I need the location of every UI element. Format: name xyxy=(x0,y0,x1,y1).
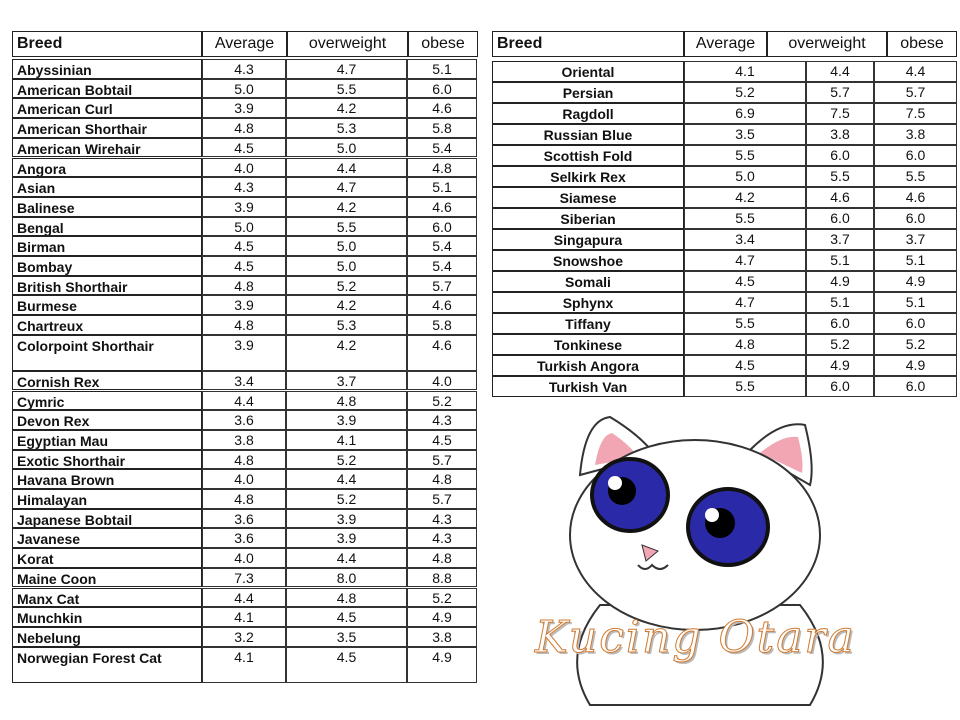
cell-obese: 4.6 xyxy=(407,197,477,217)
cell-average: 3.9 xyxy=(202,197,286,217)
cell-average: 4.5 xyxy=(202,138,286,158)
cell-average: 3.4 xyxy=(202,371,286,391)
table-row xyxy=(12,430,477,450)
cell-breed: Tiffany xyxy=(492,313,684,334)
cell-overweight: 4.1 xyxy=(286,430,407,450)
table-row xyxy=(492,187,957,208)
cell-obese: 5.2 xyxy=(407,588,477,608)
cell-average: 4.8 xyxy=(202,489,286,509)
cell-obese: 5.2 xyxy=(874,334,957,355)
cell-overweight: 5.5 xyxy=(286,79,407,99)
cell-breed: Russian Blue xyxy=(492,124,684,145)
cell-obese: 5.8 xyxy=(407,315,477,335)
cell-average: 3.5 xyxy=(684,124,806,145)
table-row xyxy=(12,295,477,315)
cell-breed: Chartreux xyxy=(12,315,202,335)
cell-obese: 5.4 xyxy=(407,256,477,276)
cell-obese: 4.6 xyxy=(874,187,957,208)
cell-average: 4.0 xyxy=(202,469,286,489)
table-row xyxy=(12,217,477,237)
cell-breed: Maine Coon xyxy=(12,568,202,588)
cell-overweight: 6.0 xyxy=(806,313,874,334)
cell-average: 4.4 xyxy=(202,391,286,411)
cell-obese: 3.8 xyxy=(874,124,957,145)
cell-average: 4.7 xyxy=(684,292,806,313)
cell-average: 3.2 xyxy=(202,627,286,647)
cell-average: 4.8 xyxy=(202,315,286,335)
cell-overweight: 4.9 xyxy=(806,271,874,292)
cell-obese: 5.5 xyxy=(874,166,957,187)
table-row xyxy=(492,229,957,250)
cell-breed: American Shorthair xyxy=(12,118,202,138)
cell-obese: 4.8 xyxy=(407,548,477,568)
cell-average: 4.1 xyxy=(684,61,806,82)
cell-overweight: 5.1 xyxy=(806,250,874,271)
cell-breed: Ragdoll xyxy=(492,103,684,124)
cell-average: 4.0 xyxy=(202,158,286,178)
cell-average: 4.8 xyxy=(684,334,806,355)
cell-average: 4.5 xyxy=(202,236,286,256)
table-row xyxy=(12,197,477,217)
cell-obese: 5.2 xyxy=(407,391,477,411)
cell-breed: Korat xyxy=(12,548,202,568)
watermark: Kucing Otara xyxy=(535,612,856,663)
cell-breed: Japanese Bobtail xyxy=(12,509,202,529)
cell-breed: Turkish Angora xyxy=(492,355,684,376)
cell-average: 4.0 xyxy=(202,548,286,568)
cell-overweight: 4.9 xyxy=(806,355,874,376)
cell-overweight: 3.5 xyxy=(286,627,407,647)
table-row xyxy=(12,489,477,509)
cell-breed: Bombay xyxy=(12,256,202,276)
cell-overweight: 4.4 xyxy=(286,548,407,568)
cell-obese: 4.5 xyxy=(407,430,477,450)
cell-breed: Nebelung xyxy=(12,627,202,647)
table-row xyxy=(12,59,477,79)
cell-overweight: 5.7 xyxy=(806,82,874,103)
cell-overweight: 6.0 xyxy=(806,376,874,397)
cell-breed: Abyssinian xyxy=(12,59,202,79)
table-row xyxy=(12,138,477,158)
cell-obese: 5.1 xyxy=(407,59,477,79)
cell-overweight: 5.1 xyxy=(806,292,874,313)
table-row xyxy=(492,103,957,124)
header-obese: obese xyxy=(408,31,478,57)
cell-overweight: 5.2 xyxy=(286,489,407,509)
cell-breed: Scottish Fold xyxy=(492,145,684,166)
cell-average: 4.1 xyxy=(202,607,286,627)
cell-obese: 4.4 xyxy=(874,61,957,82)
cell-average: 5.5 xyxy=(684,208,806,229)
cell-average: 5.0 xyxy=(684,166,806,187)
cell-average: 4.2 xyxy=(684,187,806,208)
cell-breed: Munchkin xyxy=(12,607,202,627)
table-row xyxy=(492,292,957,313)
cell-breed: Sphynx xyxy=(492,292,684,313)
cell-overweight: 4.4 xyxy=(286,469,407,489)
cell-average: 4.8 xyxy=(202,276,286,296)
table-row xyxy=(12,528,477,548)
table-row xyxy=(12,158,477,178)
cell-breed: American Curl xyxy=(12,98,202,118)
cell-breed: Birman xyxy=(12,236,202,256)
cell-obese: 5.7 xyxy=(874,82,957,103)
cell-overweight: 4.4 xyxy=(286,158,407,178)
cell-breed: Burmese xyxy=(12,295,202,315)
cell-average: 4.5 xyxy=(202,256,286,276)
table-row xyxy=(12,410,477,430)
cell-overweight: 4.5 xyxy=(286,607,407,627)
cell-breed: British Shorthair xyxy=(12,276,202,296)
cell-obese: 6.0 xyxy=(874,376,957,397)
cell-obese: 7.5 xyxy=(874,103,957,124)
cell-average: 4.5 xyxy=(684,271,806,292)
table-row xyxy=(12,236,477,256)
table-row xyxy=(12,118,477,138)
table-row xyxy=(492,166,957,187)
cell-obese: 4.9 xyxy=(407,607,477,627)
cell-overweight: 4.2 xyxy=(286,197,407,217)
cell-obese: 5.7 xyxy=(407,450,477,470)
cell-breed: Norwegian Forest Cat xyxy=(12,647,202,683)
table-row xyxy=(12,98,477,118)
cell-average: 5.5 xyxy=(684,145,806,166)
header-obese: obese xyxy=(887,31,957,57)
cell-breed: Cymric xyxy=(12,391,202,411)
cell-obese: 5.8 xyxy=(407,118,477,138)
cell-breed: Siamese xyxy=(492,187,684,208)
header-overweight: overweight xyxy=(767,31,887,57)
table-row xyxy=(492,145,957,166)
table-row xyxy=(12,177,477,197)
cell-obese: 8.8 xyxy=(407,568,477,588)
cell-breed: Snowshoe xyxy=(492,250,684,271)
cell-overweight: 3.9 xyxy=(286,509,407,529)
table-row xyxy=(12,509,477,529)
cell-obese: 6.0 xyxy=(874,208,957,229)
cell-average: 4.7 xyxy=(684,250,806,271)
cat-illustration xyxy=(520,405,880,720)
cell-overweight: 5.3 xyxy=(286,315,407,335)
cell-average: 3.9 xyxy=(202,295,286,315)
cell-breed: Manx Cat xyxy=(12,588,202,608)
cell-overweight: 4.8 xyxy=(286,391,407,411)
cell-overweight: 4.7 xyxy=(286,59,407,79)
cell-obese: 5.4 xyxy=(407,138,477,158)
cell-breed: Asian xyxy=(12,177,202,197)
cell-average: 4.1 xyxy=(202,647,286,683)
table-row xyxy=(12,607,477,627)
table-row xyxy=(12,548,477,568)
cell-average: 4.8 xyxy=(202,118,286,138)
cell-overweight: 3.8 xyxy=(806,124,874,145)
cell-obese: 6.0 xyxy=(407,79,477,99)
cell-average: 3.6 xyxy=(202,410,286,430)
header-average: Average xyxy=(202,31,287,57)
cell-obese: 4.6 xyxy=(407,98,477,118)
cell-breed: Exotic Shorthair xyxy=(12,450,202,470)
cell-overweight: 8.0 xyxy=(286,568,407,588)
cell-average: 7.3 xyxy=(202,568,286,588)
table-row xyxy=(492,82,957,103)
cell-obese: 6.0 xyxy=(407,217,477,237)
cell-average: 3.4 xyxy=(684,229,806,250)
cell-breed: Balinese xyxy=(12,197,202,217)
cell-obese: 5.1 xyxy=(874,292,957,313)
cell-obese: 3.8 xyxy=(407,627,477,647)
cell-breed: Siberian xyxy=(492,208,684,229)
header-average: Average xyxy=(684,31,767,57)
cell-overweight: 4.2 xyxy=(286,98,407,118)
cell-obese: 4.3 xyxy=(407,410,477,430)
table-row xyxy=(12,568,477,588)
cell-average: 5.0 xyxy=(202,217,286,237)
table-row xyxy=(12,627,477,647)
cell-breed: Colorpoint Shorthair xyxy=(12,335,202,371)
header-overweight: overweight xyxy=(287,31,408,57)
cell-overweight: 4.4 xyxy=(806,61,874,82)
cell-obese: 4.6 xyxy=(407,335,477,371)
cell-breed: Singapura xyxy=(492,229,684,250)
table-row xyxy=(12,276,477,296)
table-row xyxy=(12,450,477,470)
cell-average: 5.0 xyxy=(202,79,286,99)
cell-average: 4.3 xyxy=(202,59,286,79)
cell-obese: 6.0 xyxy=(874,145,957,166)
header-breed: Breed xyxy=(12,31,202,57)
table-row xyxy=(492,208,957,229)
cell-overweight: 5.0 xyxy=(286,236,407,256)
table-row xyxy=(12,256,477,276)
cell-overweight: 5.3 xyxy=(286,118,407,138)
cell-average: 4.4 xyxy=(202,588,286,608)
cell-average: 3.6 xyxy=(202,509,286,529)
cell-average: 4.3 xyxy=(202,177,286,197)
cell-breed: Selkirk Rex xyxy=(492,166,684,187)
table-row xyxy=(492,124,957,145)
cell-breed: Turkish Van xyxy=(492,376,684,397)
cell-obese: 5.1 xyxy=(874,250,957,271)
cell-obese: 5.7 xyxy=(407,489,477,509)
cell-overweight: 4.2 xyxy=(286,295,407,315)
cell-overweight: 5.5 xyxy=(286,217,407,237)
cell-overweight: 5.2 xyxy=(286,450,407,470)
cell-overweight: 4.8 xyxy=(286,588,407,608)
table-row xyxy=(12,371,477,391)
table-header xyxy=(492,31,957,57)
table-header xyxy=(12,31,478,57)
cell-overweight: 3.9 xyxy=(286,410,407,430)
cell-breed: Tonkinese xyxy=(492,334,684,355)
table-row xyxy=(492,334,957,355)
table-row xyxy=(12,79,477,99)
cell-breed: Persian xyxy=(492,82,684,103)
table-row xyxy=(12,315,477,335)
cell-overweight: 4.6 xyxy=(806,187,874,208)
cell-breed: Egyptian Mau xyxy=(12,430,202,450)
cell-breed: Havana Brown xyxy=(12,469,202,489)
cell-obese: 4.3 xyxy=(407,528,477,548)
cell-average: 3.9 xyxy=(202,335,286,371)
table-row xyxy=(492,376,957,397)
cell-obese: 4.9 xyxy=(407,647,477,683)
table-row xyxy=(12,469,477,489)
cell-obese: 4.9 xyxy=(874,271,957,292)
cell-overweight: 5.0 xyxy=(286,138,407,158)
cell-overweight: 5.2 xyxy=(806,334,874,355)
cell-obese: 4.9 xyxy=(874,355,957,376)
table-row xyxy=(12,647,477,683)
cell-breed: Bengal xyxy=(12,217,202,237)
cell-average: 4.8 xyxy=(202,450,286,470)
cell-obese: 4.6 xyxy=(407,295,477,315)
cell-overweight: 4.7 xyxy=(286,177,407,197)
cell-breed: American Bobtail xyxy=(12,79,202,99)
table-row xyxy=(492,355,957,376)
cell-average: 3.8 xyxy=(202,430,286,450)
table-row xyxy=(492,61,957,82)
cell-average: 5.2 xyxy=(684,82,806,103)
table-row xyxy=(12,391,477,411)
cell-obese: 4.3 xyxy=(407,509,477,529)
table-row xyxy=(492,313,957,334)
cell-breed: Oriental xyxy=(492,61,684,82)
cell-overweight: 3.7 xyxy=(286,371,407,391)
cell-breed: Devon Rex xyxy=(12,410,202,430)
cell-overweight: 4.2 xyxy=(286,335,407,371)
cell-breed: Himalayan xyxy=(12,489,202,509)
cell-obese: 3.7 xyxy=(874,229,957,250)
cell-obese: 5.1 xyxy=(407,177,477,197)
cell-average: 5.5 xyxy=(684,376,806,397)
cell-average: 6.9 xyxy=(684,103,806,124)
cell-overweight: 5.2 xyxy=(286,276,407,296)
cell-average: 3.9 xyxy=(202,98,286,118)
cell-obese: 6.0 xyxy=(874,313,957,334)
cell-obese: 4.0 xyxy=(407,371,477,391)
table-row xyxy=(492,250,957,271)
table-row xyxy=(12,588,477,608)
cell-overweight: 4.5 xyxy=(286,647,407,683)
cell-overweight: 6.0 xyxy=(806,145,874,166)
cell-breed: Somali xyxy=(492,271,684,292)
cell-average: 4.5 xyxy=(684,355,806,376)
cell-overweight: 3.9 xyxy=(286,528,407,548)
cell-overweight: 5.5 xyxy=(806,166,874,187)
cell-average: 3.6 xyxy=(202,528,286,548)
cell-overweight: 3.7 xyxy=(806,229,874,250)
cell-breed: Angora xyxy=(12,158,202,178)
cell-obese: 4.8 xyxy=(407,158,477,178)
cell-obese: 4.8 xyxy=(407,469,477,489)
header-breed: Breed xyxy=(492,31,684,57)
table-row xyxy=(12,335,477,371)
cell-overweight: 5.0 xyxy=(286,256,407,276)
cell-breed: American Wirehair xyxy=(12,138,202,158)
cell-obese: 5.4 xyxy=(407,236,477,256)
cell-breed: Javanese xyxy=(12,528,202,548)
cell-overweight: 7.5 xyxy=(806,103,874,124)
cell-overweight: 6.0 xyxy=(806,208,874,229)
table-row xyxy=(492,271,957,292)
cell-obese: 5.7 xyxy=(407,276,477,296)
cell-breed: Cornish Rex xyxy=(12,371,202,391)
cell-average: 5.5 xyxy=(684,313,806,334)
